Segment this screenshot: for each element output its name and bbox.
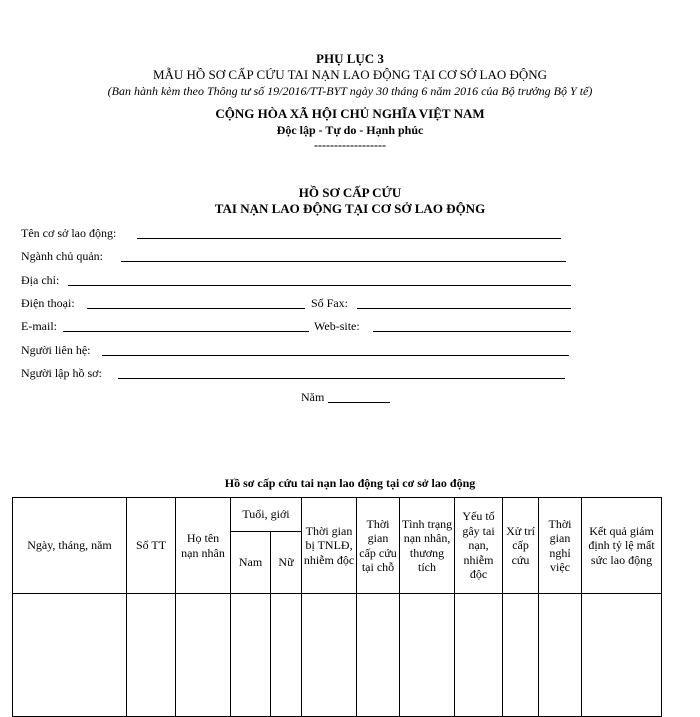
form-template-title: MẪU HỒ SƠ CẤP CỨU TAI NẠN LAO ĐỘNG TẠI CƠ SỞ LAO ĐỘNG xyxy=(152,67,548,82)
country-name: CỘNG HÒA XÃ HỘI CHỦ NGHĨA VIỆT NAM xyxy=(215,106,485,121)
header-female: Nữ xyxy=(271,532,302,594)
issued-note: (Ban hành kèm theo Thông tư số 19/2016/TT-BYT ngày 30 tháng 6 năm 2016 của Bộ trưởng Bộ Y tế) xyxy=(107,84,593,98)
cell-no[interactable] xyxy=(127,594,176,717)
cell-handling[interactable] xyxy=(503,594,539,717)
header-assessment: Kết quả giám định tỷ lệ mất sức lao động xyxy=(582,498,662,594)
preparer-input-line[interactable] xyxy=(118,378,565,379)
email-input-line[interactable] xyxy=(63,331,309,332)
cell-cause[interactable] xyxy=(455,594,503,717)
year-label: Năm xyxy=(301,390,325,404)
facility-input-line[interactable] xyxy=(137,238,561,239)
national-motto: Độc lập - Tự do - Hạnh phúc xyxy=(276,123,424,137)
address-input-line[interactable] xyxy=(68,285,571,286)
fax-label: Số Fax: xyxy=(311,296,349,310)
cell-male[interactable] xyxy=(231,594,271,717)
header-divider: ------------------ xyxy=(314,138,386,152)
phone-label: Điện thoại: xyxy=(21,296,75,310)
contact-input-line[interactable] xyxy=(102,355,569,356)
table-header-row xyxy=(13,498,662,532)
cell-leave-time[interactable] xyxy=(539,594,582,717)
ministry-label: Ngành chủ quản: xyxy=(21,249,103,263)
header-age-gender: Tuổi, giới xyxy=(231,498,302,532)
document-title-line1: HỒ SƠ CẤP CỨU xyxy=(298,185,402,200)
cell-name[interactable] xyxy=(176,594,231,717)
cell-female[interactable] xyxy=(271,594,302,717)
header-cause: Yếu tố gây tai nạn, nhiễm độc xyxy=(455,498,503,594)
header-victim-status: Tình trạng nạn nhân, thương tích xyxy=(400,498,455,594)
cell-victim-status[interactable] xyxy=(400,594,455,717)
header-accident-time: Thời gian bị TNLĐ, nhiễm độc xyxy=(302,498,357,594)
fax-input-line[interactable] xyxy=(357,308,571,309)
email-label: E-mail: xyxy=(21,319,57,333)
header-leave-time: Thời gian nghỉ việc xyxy=(539,498,582,594)
table-caption: Hồ sơ cấp cứu tai nạn lao động tại cơ sở lao động xyxy=(224,476,476,490)
header-name: Họ tên nạn nhân xyxy=(176,498,231,594)
contact-label: Người liên hệ: xyxy=(21,343,91,357)
facility-label: Tên cơ sở lao động: xyxy=(21,226,117,240)
address-label: Địa chỉ: xyxy=(21,273,60,287)
cell-first-aid-time[interactable] xyxy=(357,594,400,717)
website-label: Web-site: xyxy=(314,319,360,333)
cell-assessment[interactable] xyxy=(582,594,662,717)
header-first-aid-time: Thời gian cấp cứu tại chỗ xyxy=(357,498,400,594)
cell-date[interactable] xyxy=(13,594,127,717)
accident-record-table xyxy=(12,497,662,717)
table-row xyxy=(13,594,662,717)
appendix-label: PHỤ LỤC 3 xyxy=(316,51,384,66)
phone-input-line[interactable] xyxy=(87,308,305,309)
document-title-line2: TAI NẠN LAO ĐỘNG TẠI CƠ SỞ LAO ĐỘNG xyxy=(214,201,486,216)
year-input-line[interactable] xyxy=(328,402,390,403)
ministry-input-line[interactable] xyxy=(121,261,566,262)
header-male: Nam xyxy=(231,532,271,594)
header-date: Ngày, tháng, năm xyxy=(13,498,127,594)
website-input-line[interactable] xyxy=(373,331,571,332)
cell-accident-time[interactable] xyxy=(302,594,357,717)
header-no: Số TT xyxy=(127,498,176,594)
header-handling: Xử trí cấp cứu xyxy=(503,498,539,594)
preparer-label: Người lập hồ sơ: xyxy=(21,366,102,380)
